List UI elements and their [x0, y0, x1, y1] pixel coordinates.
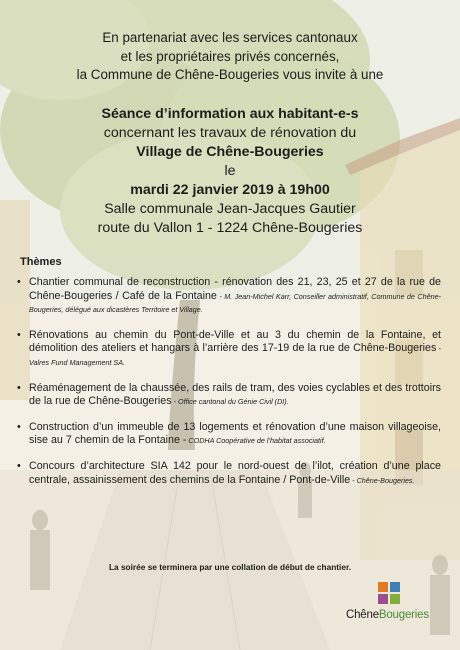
event-date: mardi 22 janvier 2019 à 19h00	[130, 182, 330, 198]
themes-heading: Thèmes	[20, 256, 62, 268]
theme-item	[16, 382, 441, 409]
theme-credit: - M. Jean-Michel Karr, Conseiller administratif, Commune de Chêne-Bougeries, délégué aux dicastères Territoire et Village.	[29, 291, 441, 315]
bullet-icon: •	[17, 381, 21, 394]
theme-item	[16, 421, 441, 448]
closing-note: La soirée se terminera par une collation de début de chantier.	[108, 562, 352, 572]
bullet-icon: •	[17, 328, 21, 341]
logo-text-bougeries: Bougeries	[378, 609, 429, 621]
event-block	[0, 105, 460, 238]
event-venue: Salle communale Jean-Jacques Gautier	[104, 201, 356, 217]
intro-line-1: En partenariat avec les services cantonaux	[102, 30, 358, 45]
theme-credit: - Chêne-Bougeries.	[350, 475, 415, 485]
theme-text: Construction d’un immeuble de 13 logements et rénovation d’une maison villageoise, sise au 7 chemin de la Fontaine -	[29, 420, 441, 447]
theme-text: Chantier communal de reconstruction - rénovation des 21, 23, 25 et 27 de la rue de Chêne-Bougeries / Café de la Fontaine	[29, 276, 441, 302]
logo-text	[346, 609, 429, 621]
theme-text: Réaménagement de la chaussée, des rails de tram, des voies cyclables et des trottoirs de la rue de Chêne-Bougeries	[29, 381, 441, 408]
logo-square-blue	[390, 582, 400, 592]
theme-credit: - Office cantonal du Génie Civil (DI).	[171, 397, 289, 407]
event-title: Séance d’information aux habitant-e-s	[101, 106, 359, 122]
logo-square-orange	[378, 582, 388, 592]
logo-text-chene: Chêne	[346, 609, 379, 621]
theme-credit: - Valres Fund Management SA.	[29, 344, 442, 367]
logo-square-green	[390, 594, 400, 604]
logo-squares-icon	[378, 582, 400, 604]
theme-item	[16, 329, 441, 370]
intro-block	[0, 29, 460, 85]
theme-text: Concours d’architecture SIA 142 pour le nord-ouest de l’ilot, création d’une place centrale, assainissement des chemins de la Fontaine / Pont-de-Ville	[29, 459, 441, 486]
themes-list	[16, 276, 441, 499]
bullet-icon: •	[17, 420, 21, 433]
event-le: le	[224, 163, 236, 179]
event-address: route du Vallon 1 - 1224 Chêne-Bougeries	[97, 220, 363, 236]
bullet-icon: •	[17, 459, 21, 472]
theme-credit: CODHA Coopérative de l’habitat associatif.	[186, 436, 326, 446]
theme-text: Rénovations au chemin du Pont-de-Ville et au 3 du chemin de la Fontaine, et démolition des ateliers et hangars à l’arrière des 17-19 de la rue de Chêne-Bougeries	[29, 328, 441, 355]
logo-square-purple	[378, 594, 388, 604]
intro-line-3: la Commune de Chêne-Bougeries vous invite à une	[76, 67, 384, 82]
chene-bougeries-logo	[346, 582, 446, 628]
theme-item	[16, 460, 441, 487]
intro-line-2: et les propriétaires privés concernés,	[120, 48, 340, 64]
bullet-icon: •	[17, 276, 21, 288]
theme-item	[16, 276, 441, 317]
village-name: Village de Chêne-Bougeries	[136, 144, 324, 160]
event-subtitle: concernant les travaux de rénovation du	[103, 125, 357, 141]
